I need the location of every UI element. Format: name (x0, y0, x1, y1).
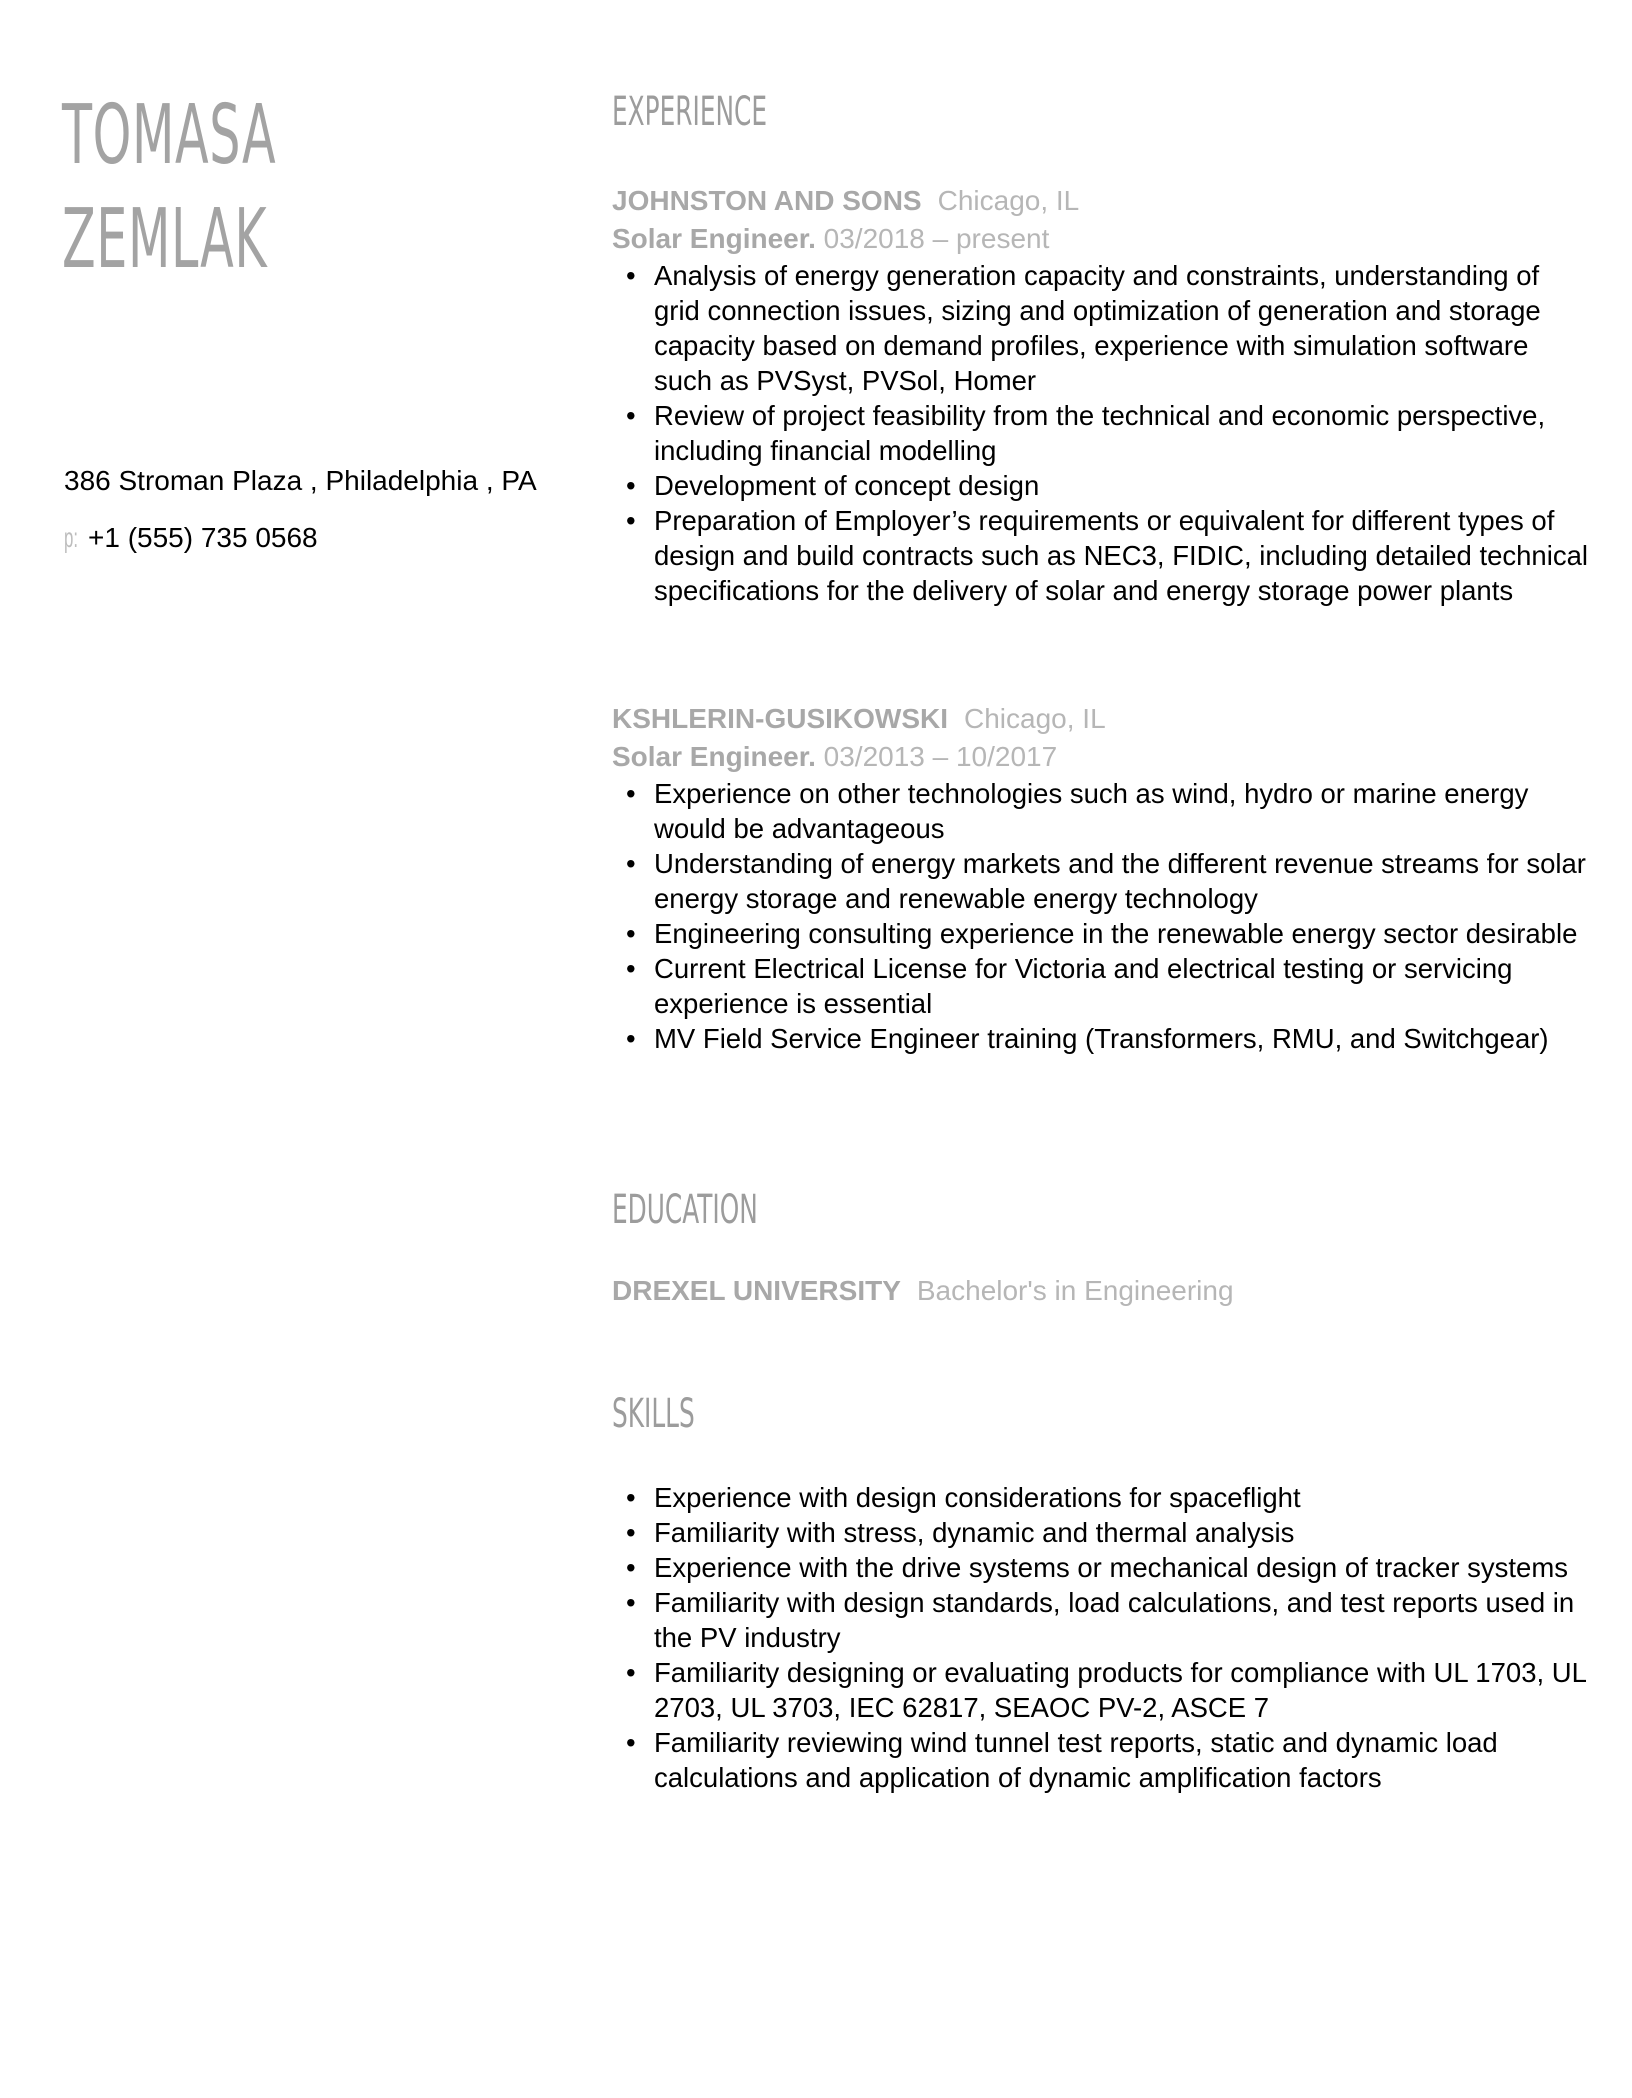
job-dates: 03/2013 – 10/2017 (823, 741, 1058, 772)
company-name: JOHNSTON AND SONS (612, 185, 922, 216)
candidate-name (62, 84, 276, 292)
list-item: • Experience with design considerations for spaceflight (612, 1480, 1592, 1515)
job-header (612, 182, 1592, 220)
list-item: • Development of concept design (612, 468, 1592, 503)
job-role-line (612, 738, 1592, 776)
contact-info (64, 463, 537, 556)
list-item: • Experience on other technologies such as wind, hydro or marine energy would be advantageous (612, 776, 1592, 846)
job-dates: 03/2018 – present (823, 223, 1050, 254)
address: 386 Stroman Plaza , Philadelphia , PA (64, 465, 537, 496)
list-item: • Familiarity with design standards, load calculations, and test reports used in the PV industry (612, 1585, 1592, 1655)
education-title: EDUCATION (612, 1187, 758, 1233)
job-role: Solar Engineer. (612, 223, 816, 254)
skills-list (612, 1480, 1592, 1795)
list-item: • Analysis of energy generation capacity and constraints, understanding of grid connection issues, sizing and optimization of generation and storage capacity based on demand profiles, experience with simulation software such as PVSyst, PVSol, Homer (612, 258, 1592, 398)
experience-title: EXPERIENCE (612, 89, 768, 135)
job-bullets (612, 258, 1592, 608)
list-item: • Understanding of energy markets and the different revenue streams for solar energy storage and renewable energy technology (612, 846, 1592, 916)
list-item: • Familiarity with stress, dynamic and thermal analysis (612, 1515, 1592, 1550)
list-item: • Engineering consulting experience in the renewable energy sector desirable (612, 916, 1592, 951)
job-entry (612, 182, 1592, 608)
school-name: DREXEL UNIVERSITY (612, 1275, 901, 1306)
list-item: • Familiarity reviewing wind tunnel test reports, static and dynamic load calculations and application of dynamic amplification factors (612, 1725, 1592, 1795)
company-name: KSHLERIN-GUSIKOWSKI (612, 703, 948, 734)
job-entry (612, 700, 1592, 1056)
job-role: Solar Engineer. (612, 741, 816, 772)
phone-number: +1 (555) 735 0568 (88, 522, 318, 553)
phone-label: p: (64, 522, 79, 553)
last-name: ZEMLAK (62, 192, 268, 287)
list-item: • Review of project feasibility from the technical and economic perspective, including financial modelling (612, 398, 1592, 468)
list-item: • Experience with the drive systems or mechanical design of tracker systems (612, 1550, 1592, 1585)
job-header (612, 700, 1592, 738)
skills-title: SKILLS (612, 1391, 695, 1437)
list-item: • Current Electrical License for Victoria and electrical testing or servicing experience is essential (612, 951, 1592, 1021)
job-location: Chicago, IL (937, 185, 1080, 216)
skills-bullets (612, 1480, 1592, 1795)
degree: Bachelor's in Engineering (916, 1275, 1234, 1306)
list-item: • Familiarity designing or evaluating products for compliance with UL 1703, UL 2703, UL 3703, IEC 62817, SEAOC PV-2, ASCE 7 (612, 1655, 1592, 1725)
job-location: Chicago, IL (964, 703, 1106, 734)
job-bullets (612, 776, 1592, 1056)
list-item: • MV Field Service Engineer training (Transformers, RMU, and Switchgear) (612, 1021, 1592, 1056)
phone-line (64, 520, 537, 556)
list-item: • Preparation of Employer’s requirements or equivalent for different types of design and build contracts such as NEC3, FIDIC, including detailed technical specifications for the delivery of solar and energy storage power plants (612, 503, 1592, 608)
job-role-line (612, 220, 1592, 258)
first-name: TOMASA (62, 88, 277, 183)
education-entry (612, 1272, 1234, 1310)
